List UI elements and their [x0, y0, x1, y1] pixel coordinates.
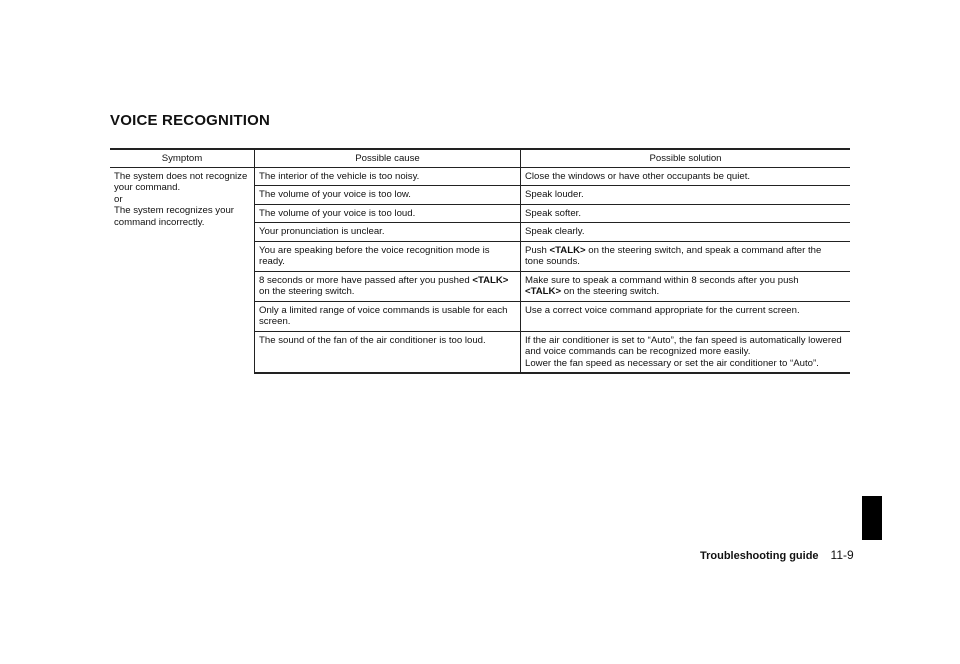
cause-cell: The volume of your voice is too loud. — [255, 204, 521, 223]
solution-cell — [521, 331, 851, 373]
table-row — [110, 167, 850, 186]
symptom-line: command incorrectly. — [114, 216, 205, 228]
solution-text: Lower the fan speed as necessary or set the air conditioner to “Auto”. — [525, 357, 819, 369]
cause-text: screen. — [259, 316, 291, 327]
cause-text: on the steering switch. — [259, 286, 355, 297]
cause-text: Only a limited range of voice commands is usable for each — [259, 304, 508, 316]
solution-cell — [521, 241, 851, 271]
header-symptom: Symptom — [110, 149, 255, 167]
cause-cell: The sound of the fan of the air conditioner is too loud. — [255, 331, 521, 373]
symptom-line: The system recognizes your — [114, 205, 234, 216]
solution-cell: Speak louder. — [521, 186, 851, 205]
solution-cell — [521, 271, 851, 301]
solution-text: and voice commands can be recognized more easily. — [525, 346, 751, 357]
section-title: VOICE RECOGNITION — [110, 112, 271, 129]
cause-cell: The interior of the vehicle is too noisy. — [255, 167, 521, 186]
solution-text: If the air conditioner is set to “Auto”, the fan speed is automatically lowered — [525, 334, 842, 346]
cause-cell — [255, 271, 521, 301]
solution-text: on the steering switch, and speak a command after the — [588, 244, 822, 256]
voice-recognition-table — [110, 148, 850, 374]
solution-text: Make sure to speak a command within 8 seconds after you push — [525, 274, 799, 286]
talk-button-label: <TALK> — [472, 274, 509, 286]
solution-text: tone sounds. — [525, 256, 580, 267]
page-footer — [700, 548, 854, 562]
header-possible-cause: Possible cause — [255, 149, 521, 167]
cause-cell: Your pronunciation is unclear. — [255, 223, 521, 242]
footer-section-label: Troubleshooting guide — [700, 550, 819, 562]
solution-text: Push — [525, 244, 547, 256]
header-possible-solution: Possible solution — [521, 149, 851, 167]
cause-cell: You are speaking before the voice recognition mode is ready. — [255, 241, 521, 271]
solution-cell: Close the windows or have other occupants be quiet. — [521, 167, 851, 186]
talk-button-label: <TALK> — [525, 286, 562, 297]
solution-cell: Speak clearly. — [521, 223, 851, 242]
page-number: 11-9 — [830, 548, 854, 562]
symptom-line: your command. — [114, 182, 181, 193]
symptom-line: The system does not recognize — [114, 170, 248, 182]
symptom-line: or — [114, 193, 123, 205]
cause-cell — [255, 301, 521, 331]
talk-button-label: <TALK> — [549, 244, 586, 256]
solution-cell: Use a correct voice command appropriate for the current screen. — [521, 301, 851, 331]
chapter-tab-marker — [862, 496, 882, 540]
solution-cell: Speak softer. — [521, 204, 851, 223]
solution-text: on the steering switch. — [563, 286, 660, 297]
table-header-row — [110, 149, 850, 167]
cause-text: 8 seconds or more have passed after you pushed — [259, 274, 470, 286]
cause-cell: The volume of your voice is too low. — [255, 186, 521, 205]
symptom-cell — [110, 167, 255, 373]
